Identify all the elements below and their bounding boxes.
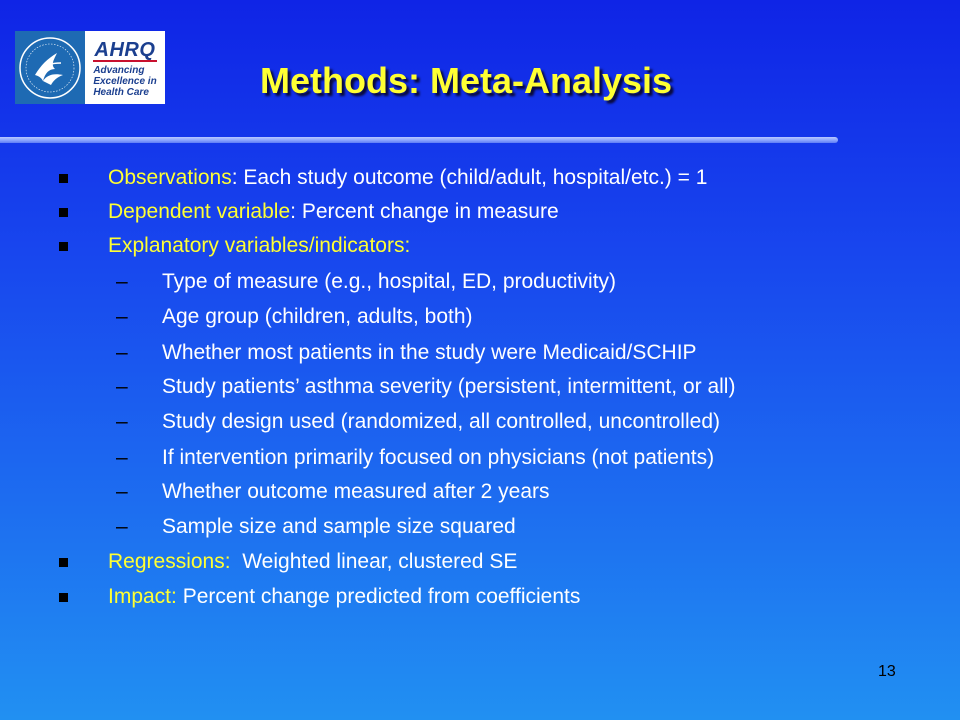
sub-bullet-text: Study design used (randomized, all controlled, uncontrolled) (162, 410, 720, 433)
bullet-sep: : (290, 200, 302, 223)
bullet-text: Percent change in measure (301, 200, 559, 223)
bullet-item-regressions (108, 550, 517, 574)
sub-bullet-text: Whether most patients in the study were Medicaid/SCHIP (162, 341, 697, 364)
page-number: 13 (878, 663, 896, 680)
square-bullet-icon (59, 593, 68, 602)
bullet-label: Dependent variable (108, 200, 291, 223)
square-bullet-icon (59, 242, 68, 251)
logo (15, 31, 165, 104)
title-divider (0, 137, 838, 143)
bullet-label: Explanatory variables/indicators: (108, 234, 411, 257)
sub-bullet-item (108, 410, 720, 434)
bullet-text: Percent change predicted from coefficients (182, 585, 581, 608)
square-bullet-icon (59, 208, 68, 217)
dash-bullet-icon: – (116, 515, 128, 538)
dash-bullet-icon: – (116, 480, 128, 503)
sub-bullet-item (108, 480, 550, 504)
ahrq-wordmark: AHRQ (94, 38, 156, 61)
hhs-eagle-seal-icon (15, 31, 85, 104)
bullet-label: Regressions: (108, 550, 231, 573)
sub-bullet-text: Sample size and sample size squared (162, 515, 516, 538)
bullet-sep (231, 550, 243, 573)
sub-bullet-item (108, 270, 616, 294)
sub-bullet-item (108, 446, 714, 470)
dash-bullet-icon: – (116, 341, 128, 364)
bullet-item-explanatory-variables (108, 234, 410, 258)
bullet-item-observations (108, 166, 707, 190)
square-bullet-icon (59, 558, 68, 567)
bullet-sep: : (231, 166, 244, 189)
sub-bullet-text: Type of measure (e.g., hospital, ED, productivity) (162, 270, 617, 293)
dash-bullet-icon: – (116, 270, 128, 293)
bullet-text: Each study outcome (child/adult, hospital/etc.) = 1 (243, 166, 708, 189)
ahrq-tagline: Advancing Excellence in Health Care (93, 64, 157, 98)
square-bullet-icon (59, 174, 68, 183)
sub-bullet-item (108, 375, 735, 399)
dash-bullet-icon: – (116, 446, 128, 469)
dash-bullet-icon: – (116, 375, 128, 398)
bullet-text: Weighted linear, clustered SE (242, 550, 518, 573)
sub-bullet-text: Whether outcome measured after 2 years (162, 480, 550, 503)
sub-bullet-item (108, 515, 516, 539)
sub-bullet-text: Study patients’ asthma severity (persistent, intermittent, or all) (162, 375, 736, 398)
sub-bullet-item (108, 305, 473, 329)
bullet-item-impact (108, 585, 580, 609)
bullet-item-dependent-variable (108, 200, 559, 224)
dash-bullet-icon: – (116, 305, 128, 328)
sub-bullet-text: Age group (children, adults, both) (162, 305, 473, 328)
sub-bullet-text: If intervention primarily focused on physicians (not patients) (162, 446, 715, 469)
slide-title: Methods: Meta-Analysis (260, 60, 673, 101)
dash-bullet-icon: – (116, 410, 128, 433)
bullet-label: Impact: (108, 585, 177, 608)
ahrq-logo (85, 31, 165, 104)
bullet-label: Observations (108, 166, 232, 189)
sub-bullet-item (108, 341, 697, 365)
